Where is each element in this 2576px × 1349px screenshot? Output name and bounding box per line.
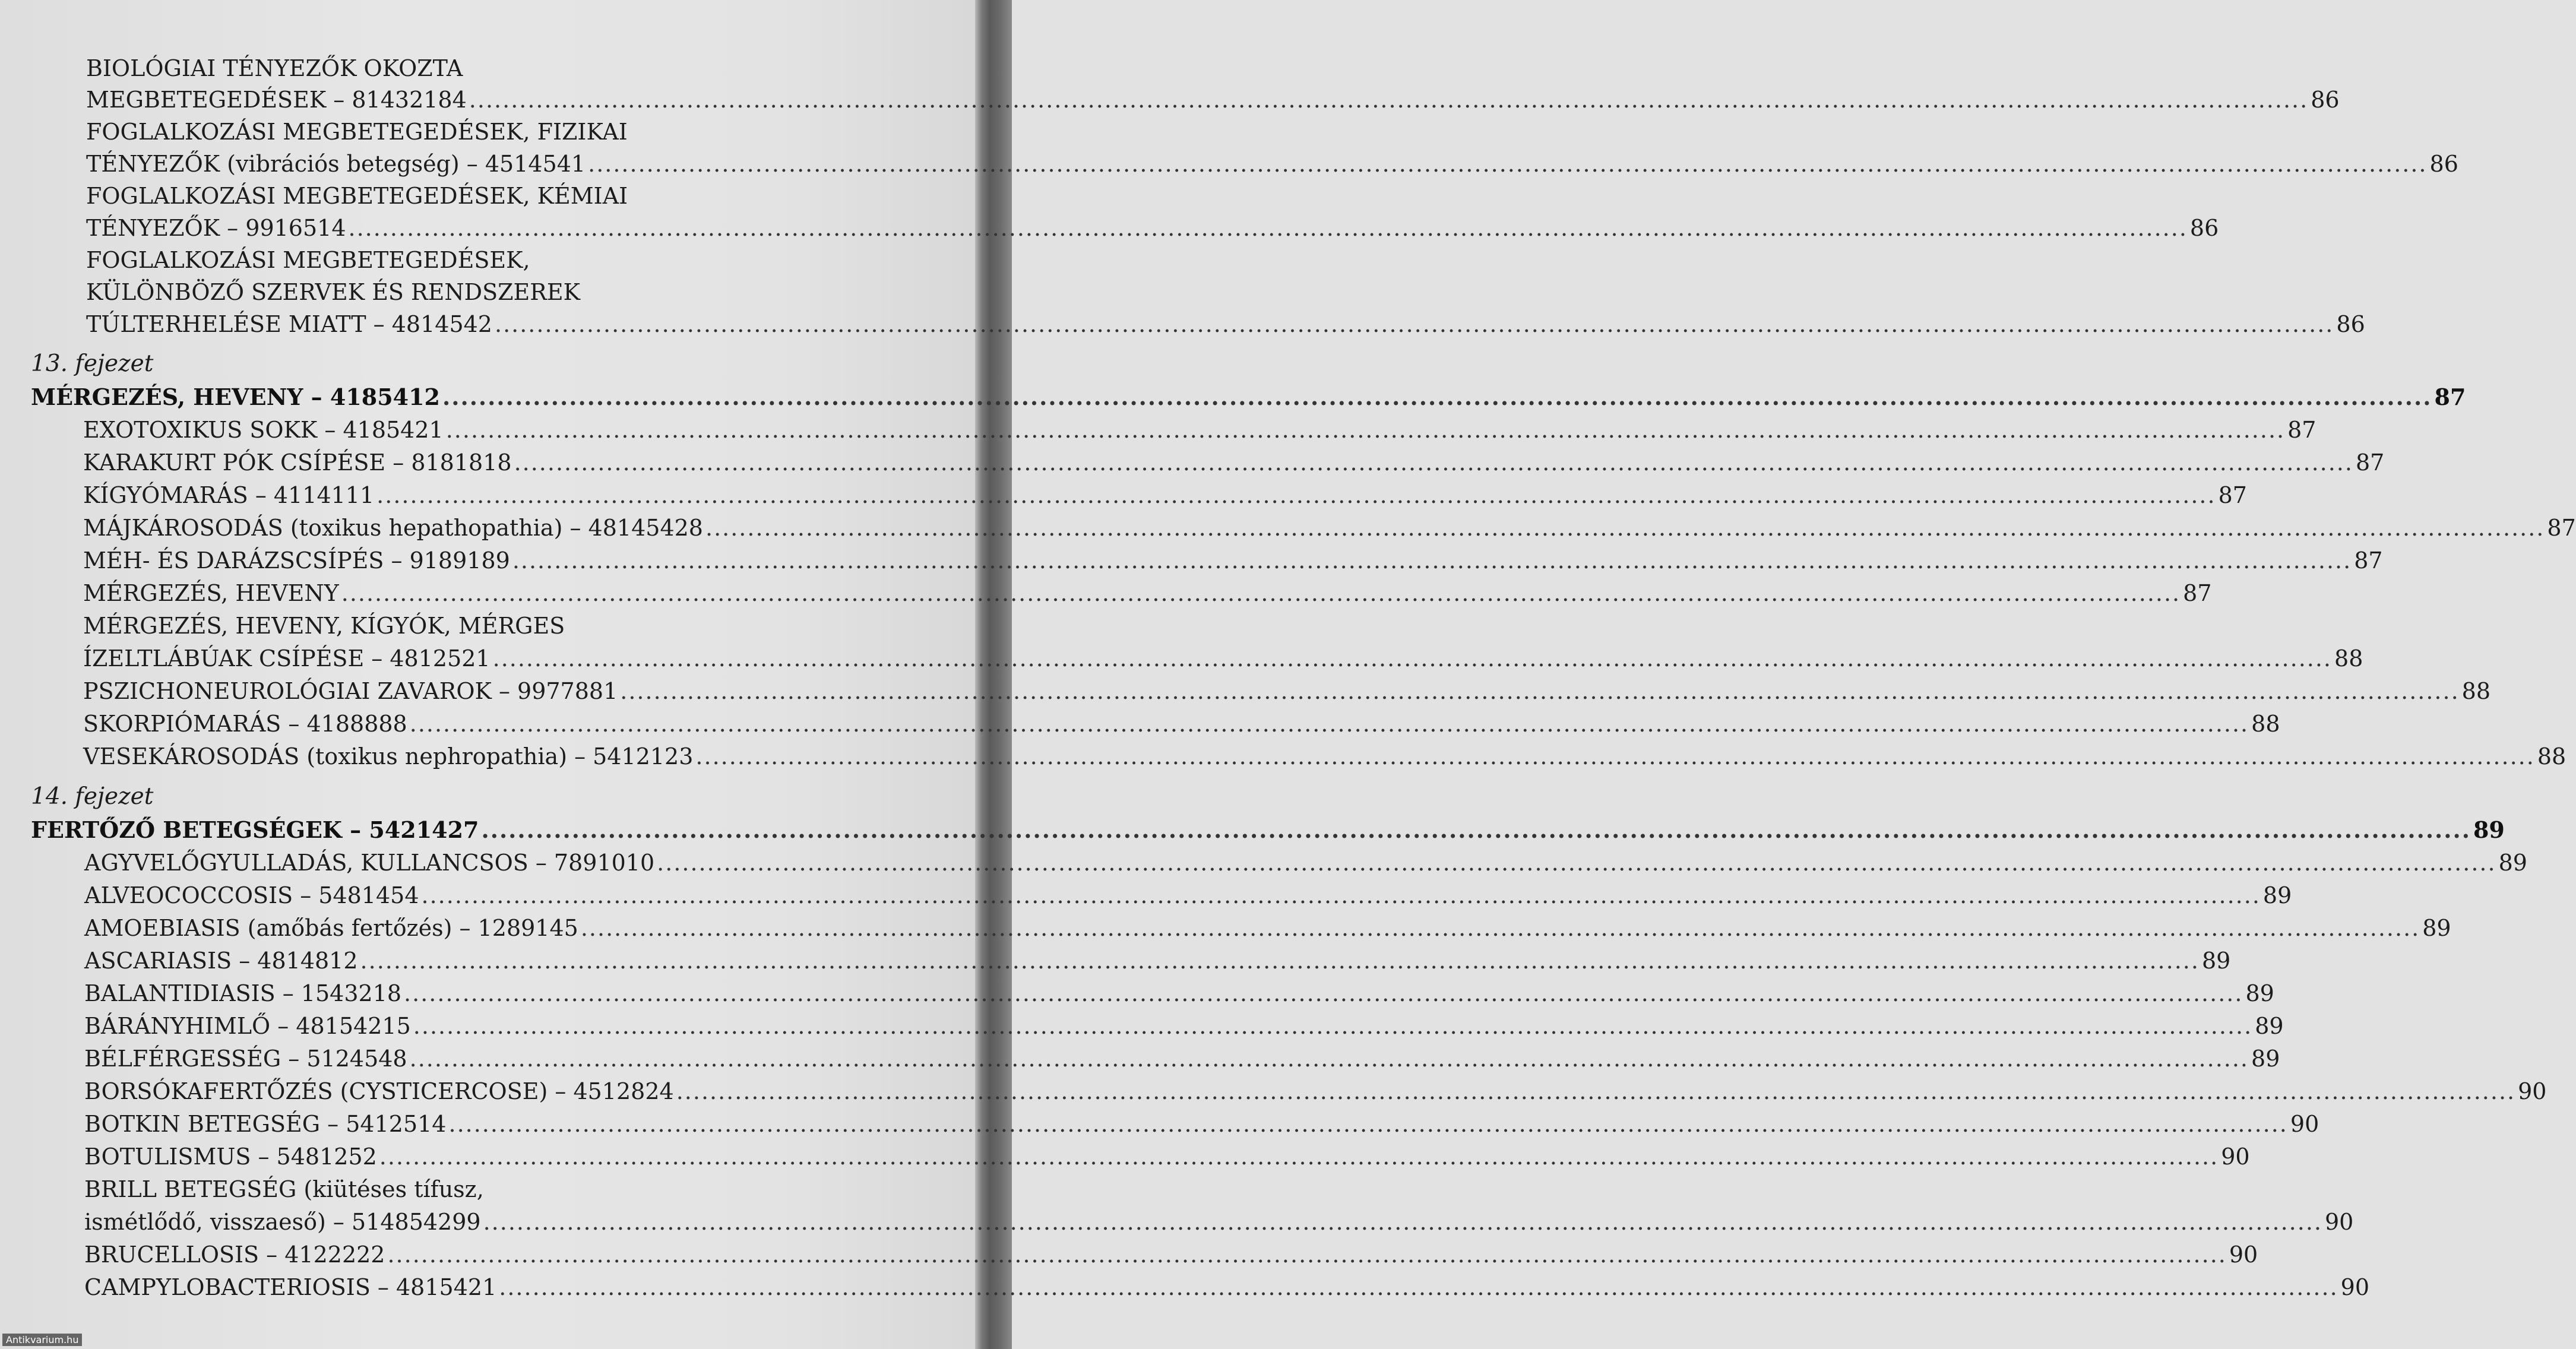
dot-leader: ............................................................................................................................................................................................................................ [445, 417, 2286, 443]
toc-entry [84, 1142, 2250, 1171]
toc-entry-text: ismétlődő, visszaeső) – 514854299 [84, 1209, 481, 1235]
toc-entry [84, 1207, 2354, 1237]
page-number: 88 [2537, 743, 2566, 770]
toc-entry [83, 742, 2566, 771]
toc-entry-line: BRILL BETEGSÉG (kiütéses tífusz, [84, 1176, 484, 1202]
dot-leader: ............................................................................................................................................................................................................................ [413, 1013, 2253, 1039]
toc-entry [86, 149, 2458, 179]
dot-leader: ............................................................................................................................................................................................................................ [492, 645, 2333, 672]
page-number: 87 [2434, 384, 2466, 410]
toc-entry-line: FOGLALKOZÁSI MEGBETEGEDÉSEK, FIZIKAI [86, 119, 628, 145]
page-number: 89 [2473, 816, 2505, 843]
dot-leader: ............................................................................................................................................................................................................................ [421, 882, 2261, 908]
dot-leader: ............................................................................................................................................................................................................................ [512, 547, 2352, 574]
dot-leader: ............................................................................................................................................................................................................................ [483, 1209, 2322, 1235]
toc-entry-line: FOGLALKOZÁSI MEGBETEGEDÉSEK, KÉMIAI [86, 183, 628, 209]
toc-entry [84, 978, 2274, 1008]
toc-entry [86, 85, 2340, 115]
page-number: 87 [2218, 482, 2247, 508]
toc-entry-text: TÉNYEZŐK – 9916514 [86, 215, 346, 241]
chapter-label: 13. fejezet [31, 350, 154, 377]
toc-entry-text: BÉLFÉRGESSÉG – 5124548 [84, 1046, 407, 1072]
page-number: 89 [2251, 1046, 2280, 1072]
toc-entry [84, 881, 2292, 910]
toc-entry-text: CAMPYLOBACTERIOSIS – 4815421 [84, 1274, 497, 1300]
dot-leader: ............................................................................................................................................................................................................................ [442, 384, 2432, 410]
toc-entry [86, 213, 2219, 243]
page-number: 89 [2498, 850, 2527, 876]
page-number: 87 [2547, 515, 2576, 541]
page-number: 90 [2325, 1209, 2354, 1235]
chapter-heading [31, 815, 2505, 845]
watermark: Antikvarium.hu [2, 1334, 82, 1346]
toc-entry-text: BALANTIDIASIS – 1543218 [84, 980, 402, 1006]
dot-leader: ............................................................................................................................................................................................................................ [341, 580, 2181, 606]
toc-entry [84, 913, 2451, 943]
toc-entry [84, 1109, 2319, 1139]
dot-leader: ............................................................................................................................................................................................................................ [379, 1144, 2219, 1170]
dot-leader: ............................................................................................................................................................................................................................ [387, 1242, 2227, 1268]
page-number: 90 [2221, 1144, 2250, 1170]
toc-entry-line: FOGLALKOZÁSI MEGBETEGEDÉSEK, [86, 247, 530, 273]
page-number: 87 [2354, 547, 2383, 574]
toc-entry-text: TÉNYEZŐK (vibrációs betegség) – 4514541 [86, 151, 586, 177]
toc-entry [84, 946, 2231, 976]
toc-entry-text: KARAKURT PÓK CSÍPÉSE – 8181818 [83, 449, 512, 476]
toc-entry-text: ASCARIASIS – 4814812 [84, 948, 358, 974]
toc-entry-text: MÉH- ÉS DARÁZSCSÍPÉS – 9189189 [83, 547, 510, 574]
toc-entry-line: BIOLÓGIAI TÉNYEZŐK OKOZTA [86, 55, 463, 81]
page-number: 90 [2340, 1274, 2370, 1300]
toc-entry-text: ÍZELTLÁBÚAK CSÍPÉSE – 4812521 [83, 645, 490, 672]
page-number: 86 [2429, 151, 2458, 177]
toc-entry-line: MÉRGEZÉS, HEVENY, KÍGYÓK, MÉRGES [83, 613, 565, 639]
toc-entry-line: KÜLÖNBÖZŐ SZERVEK ÉS RENDSZEREK [86, 279, 581, 305]
toc-entry-text: AMOEBIASIS (amőbás fertőzés) – 1289145 [84, 915, 578, 941]
dot-leader: ............................................................................................................................................................................................................................ [499, 1274, 2338, 1300]
toc-entry [83, 415, 2316, 445]
page-number: 90 [2229, 1242, 2258, 1268]
toc-entry-text: PSZICHONEUROLÓGIAI ZAVAROK – 9977881 [83, 678, 618, 704]
dot-leader: ............................................................................................................................................................................................................................ [676, 1078, 2516, 1104]
toc-entry [84, 1011, 2284, 1041]
toc-entry [84, 1044, 2280, 1074]
toc-entry-text: KÍGYÓMARÁS – 4114111 [83, 482, 375, 508]
page-number: 88 [2251, 711, 2280, 737]
dot-leader: ............................................................................................................................................................................................................................ [409, 1046, 2249, 1072]
toc-entry-text: EXOTOXIKUS SOKK – 4185421 [83, 417, 444, 443]
toc-entry-text: BRUCELLOSIS – 4122222 [84, 1242, 385, 1268]
toc-entry-text: TÚLTERHELÉSE MIATT – 4814542 [86, 311, 492, 337]
dot-leader: ............................................................................................................................................................................................................................ [448, 1111, 2288, 1137]
toc-entry-text: MEGBETEGEDÉSEK – 81432184 [86, 87, 467, 113]
dot-leader: ............................................................................................................................................................................................................................ [376, 482, 2216, 508]
page-number: 87 [2183, 580, 2212, 606]
dot-leader: ............................................................................................................................................................................................................................ [657, 850, 2496, 876]
toc-entry [84, 1272, 2370, 1302]
toc-entry [83, 448, 2385, 477]
toc-entry [83, 578, 2212, 608]
toc-entry-text: BOTULISMUS – 5481252 [84, 1144, 377, 1170]
chapter-heading-text: FERTŐZŐ BETEGSÉGEK – 5421427 [31, 816, 479, 843]
dot-leader: ............................................................................................................................................................................................................................ [580, 915, 2420, 941]
toc-entry [84, 848, 2527, 878]
chapter-label: 14. fejezet [31, 783, 154, 810]
dot-leader: ............................................................................................................................................................................................................................ [514, 449, 2353, 476]
toc-entry-text: VESEKÁROSODÁS (toxikus nephropathia) – 5412123 [83, 743, 694, 770]
toc-entry [83, 546, 2383, 575]
dot-leader: ............................................................................................................................................................................................................................ [360, 948, 2200, 974]
toc-entry-text: BORSÓKAFERTŐZÉS (CYSTICERCOSE) – 4512824 [84, 1078, 674, 1104]
page-number: 89 [2201, 948, 2231, 974]
page-number: 89 [2262, 882, 2292, 908]
toc-entry-text: MÁJKÁROSODÁS (toxikus hepathopathia) – 48145428 [83, 515, 703, 541]
dot-leader: ............................................................................................................................................................................................................................ [695, 743, 2535, 770]
toc-entry-text: BOTKIN BETEGSÉG – 5412514 [84, 1111, 447, 1137]
dot-leader: ............................................................................................................................................................................................................................ [620, 678, 2460, 704]
page-number: 86 [2189, 215, 2219, 241]
chapter-heading [31, 382, 2466, 412]
chapter-heading-text: MÉRGEZÉS, HEVENY – 4185412 [31, 384, 440, 410]
page-number: 86 [2311, 87, 2340, 113]
page-number: 87 [2287, 417, 2316, 443]
toc-entry [84, 1076, 2547, 1106]
toc-entry-text: BÁRÁNYHIMLŐ – 48154215 [84, 1013, 411, 1039]
toc-entry [83, 513, 2576, 543]
page-number: 89 [2422, 915, 2451, 941]
page-number: 90 [2290, 1111, 2319, 1137]
toc-entry [86, 309, 2365, 339]
dot-leader: ............................................................................................................................................................................................................................ [409, 711, 2249, 737]
toc-entry [83, 644, 2363, 673]
toc-entry [83, 709, 2280, 739]
toc-entry [83, 676, 2491, 706]
page-number: 88 [2461, 678, 2491, 704]
dot-leader: ............................................................................................................................................................................................................................ [469, 87, 2309, 113]
page-number: 89 [2245, 980, 2274, 1006]
page-number: 87 [2355, 449, 2385, 476]
toc-entry-text: SKORPIÓMARÁS – 4188888 [83, 711, 407, 737]
toc-entry-text: AGYVELŐGYULLADÁS, KULLANCSOS – 7891010 [84, 850, 655, 876]
page-number: 90 [2518, 1078, 2547, 1104]
toc-entry-text: ALVEOCOCCOSIS – 5481454 [84, 882, 419, 908]
toc-entry [84, 1240, 2258, 1269]
page-number: 89 [2255, 1013, 2284, 1039]
dot-leader: ............................................................................................................................................................................................................................ [705, 515, 2545, 541]
dot-leader: ............................................................................................................................................................................................................................ [481, 816, 2471, 843]
dot-leader: ............................................................................................................................................................................................................................ [588, 151, 2428, 177]
toc-entry-text: MÉRGEZÉS, HEVENY [83, 580, 339, 606]
dot-leader: ............................................................................................................................................................................................................................ [404, 980, 2243, 1006]
toc-entry [83, 480, 2247, 510]
dot-leader: ............................................................................................................................................................................................................................ [348, 215, 2188, 241]
page-number: 86 [2336, 311, 2365, 337]
page-number: 88 [2334, 645, 2363, 672]
dot-leader: ............................................................................................................................................................................................................................ [494, 311, 2334, 337]
